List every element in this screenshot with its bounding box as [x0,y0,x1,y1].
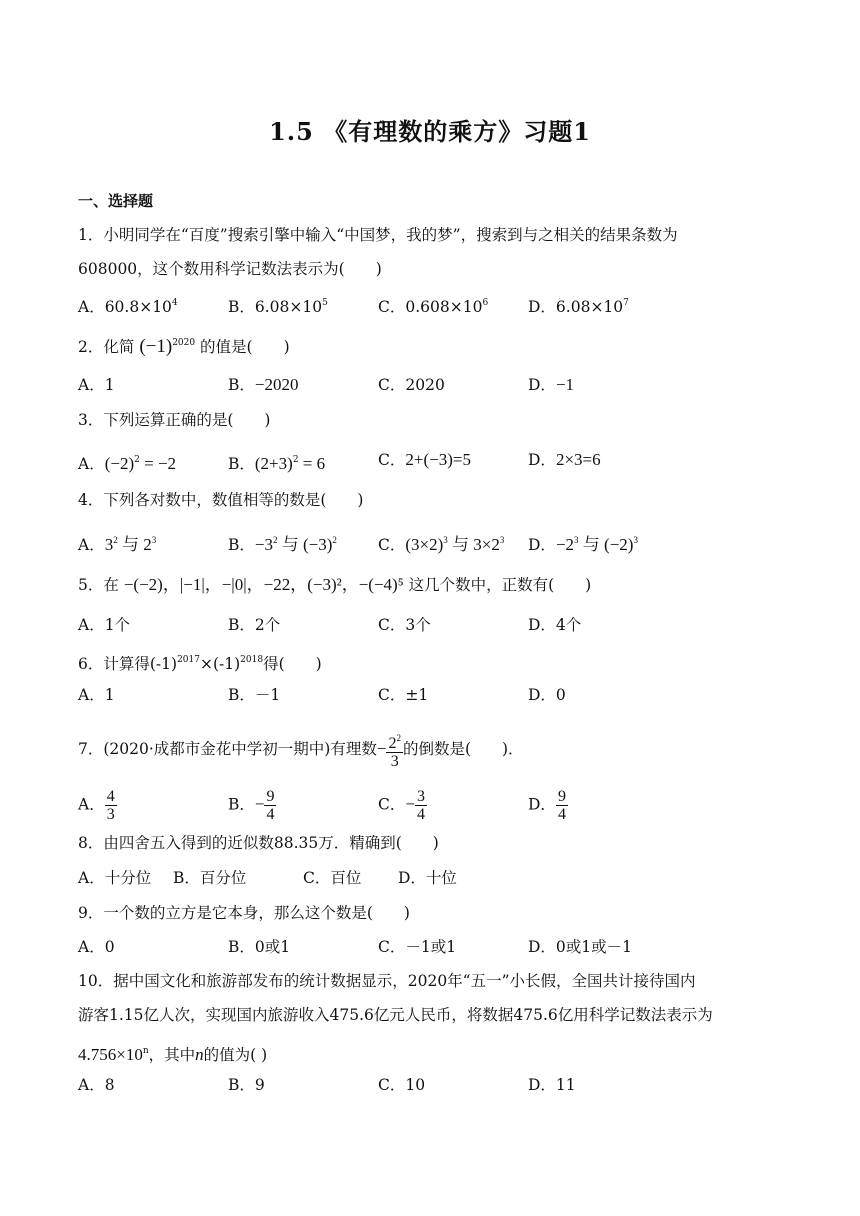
question-7: 7．(2020·成都市金花中学初一期中)有理数− $\frac{2^2}{3}$ 的倒数是( )． [78,730,798,770]
option-b: B．9 [228,1076,265,1094]
option-a: A．1 [78,376,115,394]
option-d: D．4个 [528,616,582,634]
option-b: B．－1 [228,686,281,704]
question-4: 4．下列各对数中，数值相等的数是( ) [78,491,364,509]
option-d: D． $\frac{9}{4}$ [528,788,566,823]
option-d: D．0或1或－1 [528,938,633,956]
option-c: C．百位 [303,869,362,887]
question-text: 608000，这个数用科学记数法表示为( ) [78,260,382,278]
option-b: B．$(2+3)^2 = 6$ [228,454,326,473]
question-9-options [78,932,798,962]
option-d: D．−1 [528,375,575,394]
question-1-options [78,288,798,318]
question-2-options [78,370,798,400]
option-a: A．1个 [78,616,131,634]
option-c: C．$(3\times 2)^3$ 与 $3\times 2^3$ [378,535,505,554]
option-b: B．− $\frac{9}{4}$ [228,788,275,823]
question-5-options [78,610,798,640]
math-expression: −(−2)，|−1|，−|0|，−22，(−3)²，−(−4)⁵ [123,575,404,594]
question-1 [78,220,798,250]
option-c: C．$0.608\times 10^6$ [378,298,489,316]
question-6: 6．计算得$(-1)^{2017}\times(-1)^{2018}$得( ) [78,655,322,673]
option-a: A．$3^2$ 与 $2^3$ [78,535,157,554]
question-9: 9．一个数的立方是它本身，那么这个数是( ) [78,904,410,922]
option-d: D．十位 [398,869,457,887]
question-6-options [78,680,798,710]
option-c: C．2+(−3)=5 [378,450,471,469]
math-expression: (−1) [139,336,173,357]
option-b: B．百分位 [173,869,247,887]
question-8: 8．由四舍五入得到的近似数88.35万．精确到( ) [78,834,439,852]
section-heading: 一、选择题 [78,192,154,210]
question-10-line2: 游客1.15亿人次，实现国内旅游收入475.6亿元人民币，将数据475.6亿用科学记数法表示为 [78,1006,713,1024]
question-4-options [78,525,798,555]
option-a: A．1 [78,686,115,704]
question-3: 3．下列运算正确的是( ) [78,411,271,429]
question-7-options [78,788,798,823]
option-c: C．2020 [378,376,445,394]
question-5: 5．在 −(−2)，|−1|，−|0|，−22，(−3)²，−(−4)⁵ 这几个数中，正数有( ) [78,575,592,594]
option-a: A． $\frac{4}{3}$ [78,788,115,823]
option-a: A．$(-2)^2 = -2$ [78,454,177,473]
option-c: C．±1 [378,686,429,704]
page-title: 1.5 《有理数的乘方》习题1 [269,117,591,146]
option-c: C．− $\frac{3}{4}$ [378,788,425,823]
option-b: B．−2020 [228,375,299,394]
option-d: D．0 [528,686,566,704]
option-d: D．$-2^3$ 与 $(-2)^3$ [528,535,638,554]
question-2: 2．化简 $(-1)^{2020}$ 的值是( ) [78,336,290,357]
option-b: B．$6.08\times 10^5$ [228,298,328,316]
option-d: D．$6.08\times 10^7$ [528,298,629,316]
option-d: D．11 [528,1076,576,1094]
question-10-options [78,1070,798,1100]
option-c: C．10 [378,1076,426,1094]
option-b: B．$-3^2$ 与 $(-3)^2$ [228,535,337,554]
question-10: 10．据中国文化和旅游部发布的统计数据显示，2020年“五一”小长假，全国共计接待国内 [78,972,696,990]
option-a: A．8 [78,1076,115,1094]
question-3-options [78,445,798,475]
question-text: 小明同学在“百度”搜索引擎中输入“中国梦，我的梦”，搜索到与之相关的结果条数为 [103,226,678,244]
option-b: B．0或1 [228,938,291,956]
option-a: A．十分位 [78,869,152,887]
option-a: A．0 [78,938,115,956]
option-c: C．－1或1 [378,938,457,956]
option-b: B．2个 [228,616,281,634]
question-10-line3: $4.756\times 10^n$，其中n的值为( ) [78,1045,268,1064]
fraction: $\frac{2^2}{3}$ [386,730,403,770]
question-8-options [78,863,798,893]
question-number: 1． [78,226,104,244]
option-a: A．$60.8\times 10^4$ [78,298,178,316]
option-c: C．3个 [378,616,431,634]
option-d: D．2×3=6 [528,450,601,469]
question-1-line2 [78,254,798,284]
